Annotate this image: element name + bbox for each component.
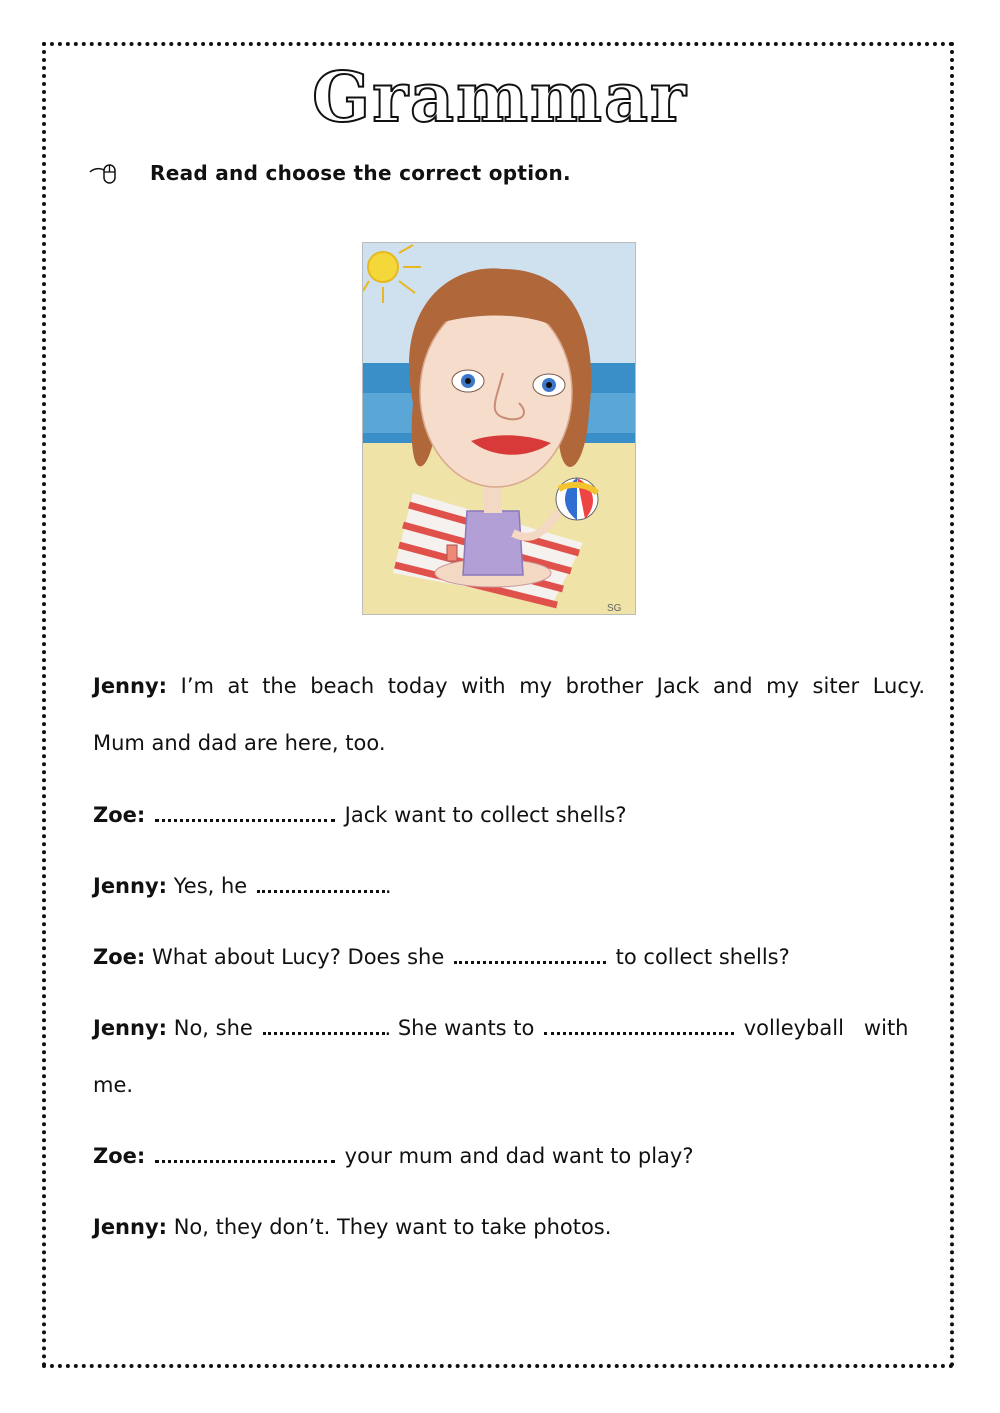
dialogue-line-7 <box>93 1070 925 1100</box>
speaker-label: Jenny: <box>93 874 168 898</box>
dialogue-line-4 <box>93 871 925 901</box>
instruction-text: Read and choose the correct option. <box>150 161 571 185</box>
dialogue-line-5 <box>93 942 925 972</box>
artist-signature: SG <box>607 603 622 614</box>
caricature-picture <box>362 242 636 615</box>
line-text: No, they don’t. They want to take photos. <box>167 1215 612 1239</box>
dialogue-line-9 <box>93 1212 925 1242</box>
mouse-icon <box>88 158 122 188</box>
speaker-label: Zoe: <box>93 1144 146 1168</box>
page-title: Grammar <box>312 58 688 138</box>
speaker-label: Jenny: <box>93 1215 168 1239</box>
line-text: . <box>384 874 392 898</box>
line-text: to collect shells? <box>615 945 790 969</box>
speaker-label: Zoe: <box>93 945 146 969</box>
line-text: . She wants to <box>384 1016 535 1040</box>
dialogue-line-6 <box>93 1013 925 1043</box>
answer-blank-3[interactable] <box>454 943 606 964</box>
answer-blank-6[interactable] <box>155 1142 335 1163</box>
speaker-label: Jenny: <box>93 674 168 698</box>
line-text: volleyball with <box>743 1016 909 1040</box>
line-text: Yes, he <box>173 874 248 898</box>
dialogue-line-2 <box>93 728 925 758</box>
dialogue-line-1 <box>93 671 925 701</box>
line-text: Mum and dad are here, too. <box>93 731 386 755</box>
beach-ball-icon <box>556 478 598 520</box>
answer-blank-2[interactable] <box>257 872 385 893</box>
line-text: your mum and dad want to play? <box>344 1144 694 1168</box>
dialogue-line-3 <box>93 800 925 830</box>
answer-blank-1[interactable] <box>155 801 335 822</box>
instruction-row <box>88 158 571 188</box>
answer-blank-4[interactable] <box>263 1014 385 1035</box>
line-text: me. <box>93 1073 134 1097</box>
speaker-label: Zoe: <box>93 803 146 827</box>
line-text: I’m at the beach today with my brother Jack and my siter Lucy. <box>167 674 925 698</box>
answer-blank-5[interactable] <box>544 1014 734 1035</box>
line-text: Jack want to collect shells? <box>344 803 627 827</box>
line-text: What about Lucy? Does she <box>151 945 445 969</box>
speaker-label: Jenny: <box>93 1016 168 1040</box>
line-text: No, she <box>173 1016 253 1040</box>
dialogue-line-8 <box>93 1141 925 1171</box>
